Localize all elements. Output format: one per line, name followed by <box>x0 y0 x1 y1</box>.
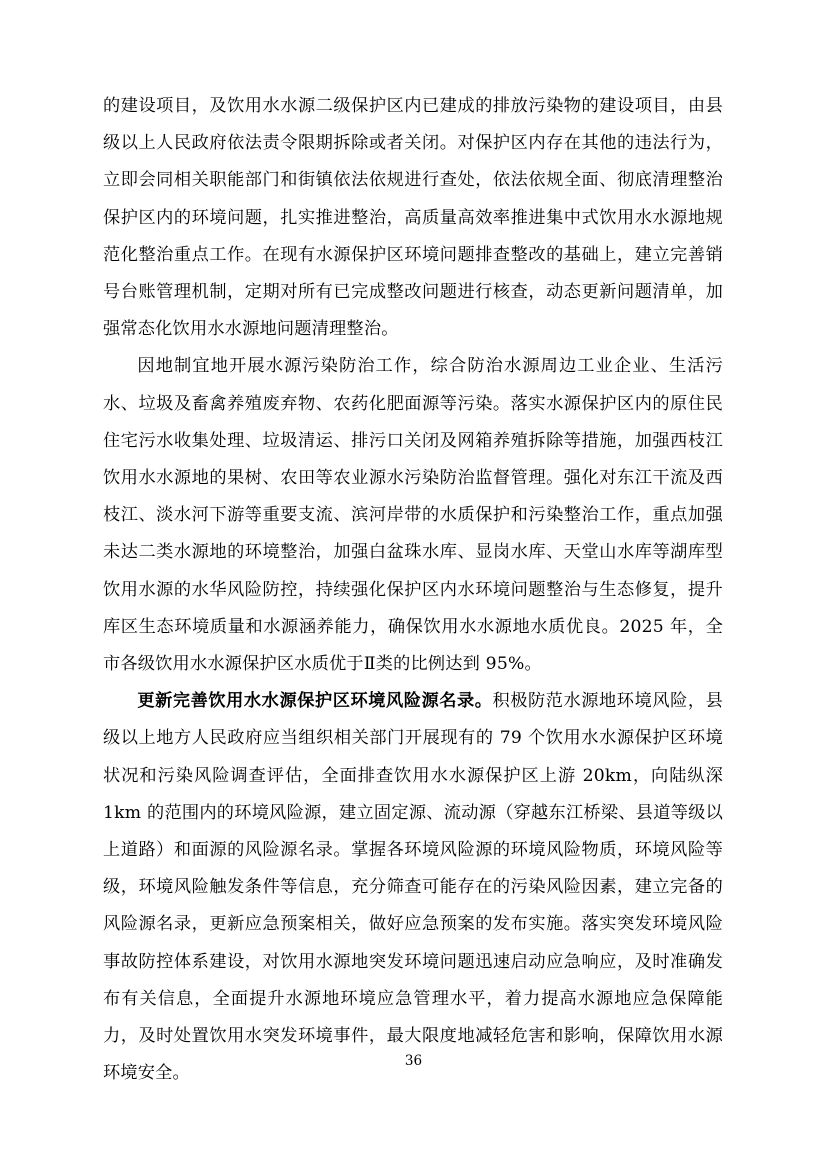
paragraph-1: 的建设项目，及饮用水水源二级保护区内已建成的排放污染物的建设项目，由县级以上人民政府依法责令限期拆除或者关闭。对保护区内存在其他的违法行为，立即会同相关职能部门和街镇依法依规进行查处，依法依规全面、彻底清理整治保护区内的环境问题，扎实推进整治，高质量高效率推进集中式饮用水水源地规范化整治重点工作。在现有水源保护区环境问题排查整改的基础上，建立完善销号台账管理机制，定期对所有已完成整改问题进行核查，动态更新问题清单，加强常态化饮用水水源地问题清理整治。 <box>103 96 723 340</box>
page-number: 36 <box>404 1053 423 1069</box>
paragraph-3-body: 积极防范水源地环境风险，县级以上地方人民政府应当组织相关部门开展现有的 79 个饮用水水源保护区环境状况和污染风险调查评估，全面排查饮用水水源保护区上游 20km，向陆纵深 1km 的范围内的环境风险源，建立固定源、流动源（穿越东江桥梁、县道等级以上道路）和面源的风险源名录。掌握各环境风险源的环境风险物质，环境风险等级，环境风险触发条件等信息，充分筛查可能存在的污染风险因素，建立完备的风险源名录，更新应急预案相关，做好应急预案的发布实施。落实突发环境风险事故防控体系建设，对饮用水源地突发环境问题迅速启动应急响应，及时准确发布有关信息，全面提升水源地环境应急管理水平，着力提高水源地应急保障能力，及时处置饮用水突发环境事件，最大限度地减轻危害和影响，保障饮用水源环境安全。 <box>103 691 723 1084</box>
paragraph-3-heading-lead: 更新完善饮用水水源保护区环境风险源名录。 <box>137 691 493 712</box>
paragraph-3 <box>103 683 723 1092</box>
paragraph-2: 因地制宜地开展水源污染防治工作，综合防治水源周边工业企业、生活污水、垃圾及畜禽养殖废弃物、农药化肥面源等污染。落实水源保护区内的原住民住宅污水收集处理、垃圾清运、排污口关闭及网箱养殖拆除等措施，加强西枝江饮用水水源地的果树、农田等农业源水污染防治监督管理。强化对东江干流及西枝江、淡水河下游等重要支流、滨河岸带的水质保护和污染整治工作，重点加强未达二类水源地的环境整治，加强白盆珠水库、显岗水库、天堂山水库等湖库型饮用水源的水华风险防控，持续强化保护区内水环境问题整治与生态修复，提升库区生态环境质量和水源涵养能力，确保饮用水水源地水质优良。2025 年，全市各级饮用水水源保护区水质优于Ⅱ类的比例达到 95%。 <box>103 356 723 675</box>
page-content <box>103 88 723 1092</box>
